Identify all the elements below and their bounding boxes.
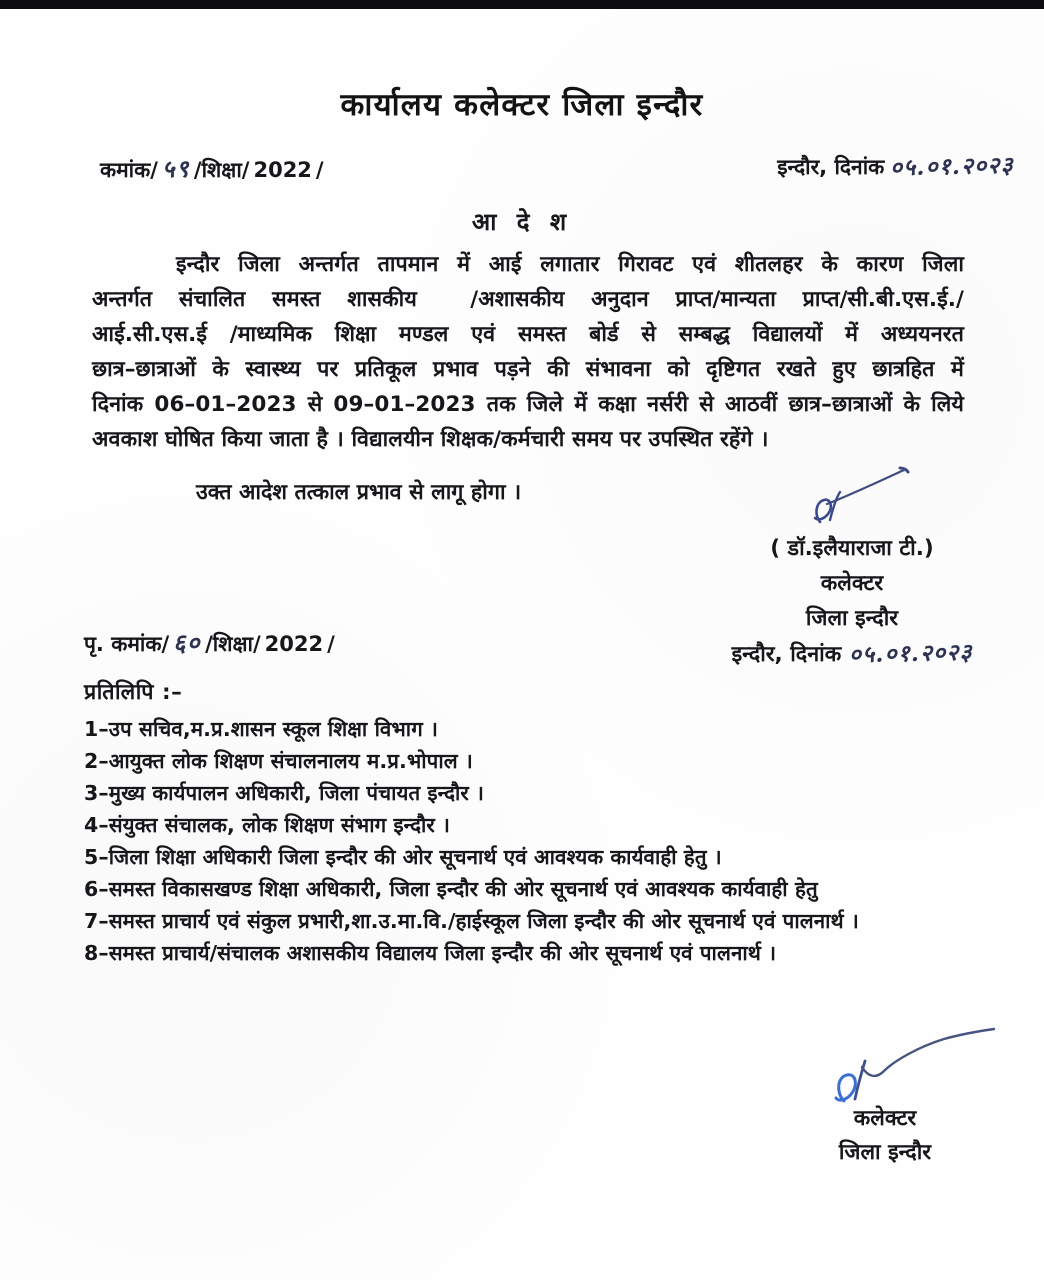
list-item-number: 2– [84, 749, 109, 773]
list-item [84, 713, 984, 745]
endorsement-number-handwritten: ६० [172, 627, 202, 658]
handwritten-signature-primary [800, 464, 940, 534]
reference-label-mid: /शिक्षा/ [193, 158, 250, 182]
endorsement-label-prefix: पृ. कमांक/ [84, 632, 170, 656]
endorsement-label-mid: /शिक्षा/ [205, 632, 261, 656]
signatory-date-handwritten: ०५.०१.२०२३ [848, 638, 973, 669]
order-heading: आ दे श [471, 208, 573, 236]
scan-edge-top [0, 0, 1044, 9]
list-item [84, 873, 984, 905]
endorsement-reference-row [84, 626, 335, 659]
effective-note: उक्त आदेश तत्काल प्रभाव से लागू होगा । [196, 480, 522, 505]
signatory-designation: कलेक्टर [820, 571, 884, 596]
list-item [84, 905, 984, 937]
document-sheet [0, 9, 1044, 1280]
list-item-number: 3– [84, 781, 109, 805]
list-item-number: 4– [84, 813, 109, 837]
body-line: अन्तर्गत संचालित समस्त शासकीय /अशासकीय अनुदान प्राप्त/मान्यता प्राप्त/सी.बी.एस.ई./ [92, 287, 964, 312]
reference-year: 2022 [253, 158, 312, 182]
list-item [84, 937, 984, 969]
list-item-number: 5– [84, 845, 109, 869]
body-line: दिनांक 06–01–2023 से 09–01–2023 तक जिले में कक्षा नर्सरी से आठवीं छात्र–छात्राओं के लिये [92, 392, 964, 417]
endorsement-year: 2022 [264, 632, 324, 656]
signatory-name: ( डॉ.इलैयाराजा टी.) [770, 536, 934, 561]
secondary-district: जिला इन्दौर [838, 1140, 932, 1165]
signatory-place-date [682, 636, 1022, 672]
list-item-number: 1– [84, 717, 109, 741]
issue-date-handwritten: ०५.०१.२०२३ [890, 151, 1015, 182]
copy-to-label: प्रतिलिपि :– [84, 680, 183, 705]
signatory-place-date-label: इन्दौर, दिनांक [731, 642, 842, 667]
body-line: अवकाश घोषित किया जाता है । विद्यालयीन शिक्षक/कर्मचारी समय पर उपस्थित रहेंगे । [92, 427, 769, 452]
list-item-text: उप सचिव,म.प्र.शासन स्कूल शिक्षा विभाग । [108, 717, 438, 741]
secondary-designation: कलेक्टर [853, 1106, 917, 1131]
order-body [92, 247, 964, 457]
list-item-text: समस्त विकासखण्ड शिक्षा अधिकारी, जिला इन्दौर की ओर सूचनार्थ एवं आवश्यक कार्यवाही हेतु [108, 877, 818, 901]
reference-number-row [100, 152, 324, 185]
list-item [84, 745, 984, 777]
body-line: छात्र–छात्राओं के स्वास्थ्य पर प्रतिकूल प्रभाव पड़ने की संभावना को दृष्टिगत रखते हुए छात्रहित में [92, 357, 964, 382]
list-item-text: समस्त प्राचार्य/संचालक अशासकीय विद्यालय जिला इन्दौर की ओर सूचनार्थ एवं पालनार्थ । [108, 941, 777, 965]
document-page [0, 9, 1044, 1280]
endorsement-label-suffix: / [327, 632, 335, 656]
list-item-number: 8– [84, 941, 109, 965]
reference-label-prefix: कमांक/ [100, 158, 158, 182]
list-item-text: आयुक्त लोक शिक्षण संचालनालय म.प्र.भोपाल । [108, 749, 473, 773]
signature-block-secondary [760, 1102, 1010, 1170]
list-item [84, 777, 984, 809]
reference-number-handwritten: ५९ [161, 153, 191, 184]
issue-place-date-label: इन्दौर, दिनांक [777, 155, 885, 179]
list-item-text: मुख्य कार्यपालन अधिकारी, जिला पंचायत इन्दौर । [108, 781, 484, 805]
signature-block-primary [682, 531, 1022, 672]
list-item-number: 7– [84, 909, 109, 933]
issue-place-date-row [777, 149, 1014, 181]
list-item [84, 841, 984, 873]
list-item-text: समस्त प्राचार्य एवं संकुल प्रभारी,शा.उ.मा.वि./हाईस्कूल जिला इन्दौर की ओर सूचनार्थ एवं पालनार्थ । [108, 909, 859, 933]
reference-label-suffix: / [315, 158, 324, 182]
body-line: आई.सी.एस.ई /माध्यमिक शिक्षा मण्डल एवं समस्त बोर्ड से सम्बद्ध विद्यालयों में अध्ययनरत [92, 322, 964, 347]
list-item-text: जिला शिक्षा अधिकारी जिला इन्दौर की ओर सूचनार्थ एवं आवश्यक कार्यवाही हेतु । [108, 845, 722, 869]
list-item [84, 809, 984, 841]
list-item-number: 6– [84, 877, 109, 901]
body-line: इन्दौर जिला अन्तर्गत तापमान में आई लगातार गिरावट एवं शीतलहर के कारण जिला [176, 252, 964, 277]
list-item-text: संयुक्त संचालक, लोक शिक्षण संभाग इन्दौर । [108, 813, 450, 837]
office-title: कार्यालय कलेक्टर जिला इन्दौर [340, 87, 704, 123]
signatory-district: जिला इन्दौर [805, 606, 899, 631]
copy-to-list [84, 713, 984, 969]
